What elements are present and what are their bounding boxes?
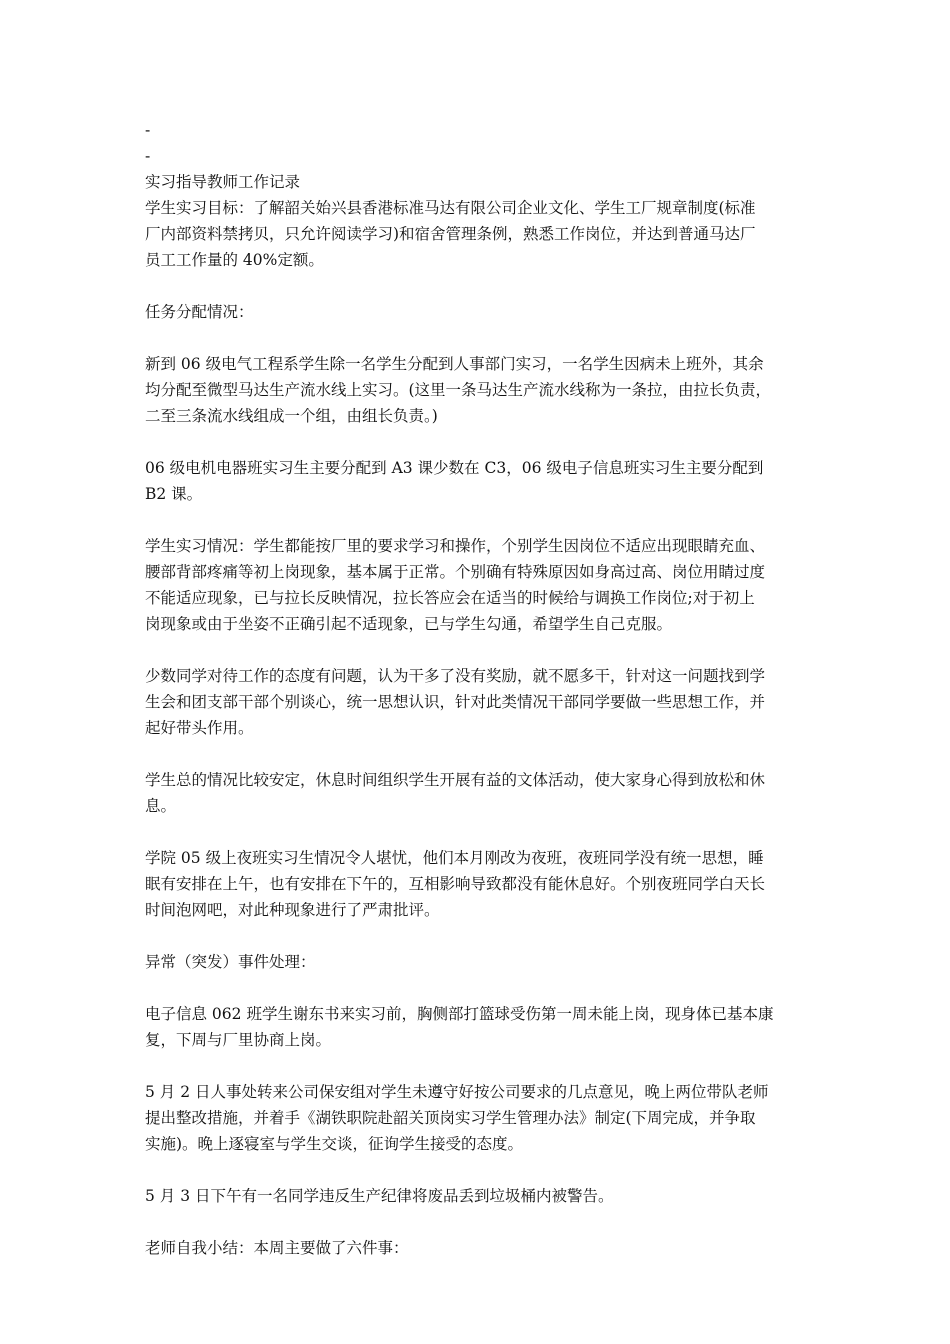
paragraph-night-shift xyxy=(145,845,810,923)
text-line: 新到 06 级电气工程系学生除一名学生分配到人事部门实习，一名学生因病未上班外，其余 xyxy=(145,355,764,373)
text-line: 时间泡网吧，对此种现象进行了严肃批评。 xyxy=(145,901,440,919)
paragraph-goal xyxy=(145,195,810,273)
dash-marker: - xyxy=(145,147,151,165)
text-line: 06 级电机电器班实习生主要分配到 A3 课少数在 C3，06 级电子信息班实习生主要分配到 xyxy=(145,459,764,477)
text-line: 学生总的情况比较安定，休息时间组织学生开展有益的文体活动，使大家身心得到放松和休 xyxy=(145,771,766,789)
text-line: 眠有安排在上午，也有安排在下午的，互相影响导致都没有能休息好。个别夜班同学白天长 xyxy=(145,875,766,893)
paragraph-may-3 xyxy=(145,1183,810,1209)
paragraph-may-2 xyxy=(145,1079,810,1157)
text-line: 异常（突发）事件处理： xyxy=(145,953,316,971)
text-line: 学院 05 级上夜班实习生情况令人堪忧，他们本月刚改为夜班，夜班同学没有统一思想，睡 xyxy=(145,849,764,867)
text-line: 厂内部资料禁拷贝，只允许阅读学习)和宿舍管理条例，熟悉工作岗位，并达到普通马达厂 xyxy=(145,225,756,243)
text-line: 提出整改措施，并着手《湖铁职院赴韶关顶岗实习学生管理办法》制定(下周完成，并争取 xyxy=(145,1109,756,1127)
text-line: 不能适应现象，已与拉长反映情况，拉长答应会在适当的时候给与调换工作岗位;对于初上 xyxy=(145,589,755,607)
text-line: 5 月 2 日人事处转来公司保安组对学生未遵守好按公司要求的几点意见，晚上两位带队老师 xyxy=(145,1083,769,1101)
paragraph-stable xyxy=(145,767,810,819)
text-line: 电子信息 062 班学生谢东书来实习前，胸侧部打篮球受伤第一周未能上岗，现身体已基本康 xyxy=(145,1005,774,1023)
text-line: 复，下周与厂里协商上岗。 xyxy=(145,1031,332,1049)
text-line: 学生实习目标：了解韶关始兴县香港标准马达有限公司企业文化、学生工厂规章制度(标准 xyxy=(145,199,756,217)
section-heading-summary xyxy=(145,1235,810,1261)
text-line: 少数同学对待工作的态度有问题，认为干多了没有奖励，就不愿多干，针对这一问题找到学 xyxy=(145,667,766,685)
paragraph-situation xyxy=(145,533,810,637)
section-heading-incident xyxy=(145,949,810,975)
text-line: 学生实习情况：学生都能按厂里的要求学习和操作，个别学生因岗位不适应出现眼睛充血、 xyxy=(145,537,766,555)
text-line: 起好带头作用。 xyxy=(145,719,254,737)
document-title: 实习指导教师工作记录 xyxy=(145,173,301,191)
paragraph-injury xyxy=(145,1001,810,1053)
text-line: 老师自我小结：本周主要做了六件事： xyxy=(145,1239,409,1257)
paragraph-classes xyxy=(145,455,810,507)
text-line: 息。 xyxy=(145,797,177,815)
text-line: 腰部背部疼痛等初上岗现象，基本属于正常。个别确有特殊原因如身高过高、岗位用睛过度 xyxy=(145,563,766,581)
text-line: 均分配至微型马达生产流水线上实习。(这里一条马达生产流水线称为一条拉，由拉长负责， xyxy=(145,381,772,399)
paragraph-assignment xyxy=(145,351,810,429)
section-heading-task xyxy=(145,299,810,325)
dash-marker: - xyxy=(145,121,151,139)
text-line: 实施)。晚上逐寝室与学生交谈，征询学生接受的态度。 xyxy=(145,1135,524,1153)
document-body xyxy=(145,117,810,1287)
paragraph-attitude xyxy=(145,663,810,741)
text-line: 二至三条流水线组成一个组，由组长负责。) xyxy=(145,407,438,425)
text-line: B2 课。 xyxy=(145,485,203,503)
text-line: 5 月 3 日下午有一名同学违反生产纪律将废品丢到垃圾桶内被警告。 xyxy=(145,1187,614,1205)
text-line: 任务分配情况： xyxy=(145,303,254,321)
text-line: 员工工作量的 40%定额。 xyxy=(145,251,324,269)
text-line: 生会和团支部干部个别谈心，统一思想认识，针对此类情况干部同学要做一些思想工作，并 xyxy=(145,693,766,711)
text-line: 岗现象或由于坐姿不正确引起不适现象，已与学生勾通，希望学生自己克服。 xyxy=(145,615,673,633)
